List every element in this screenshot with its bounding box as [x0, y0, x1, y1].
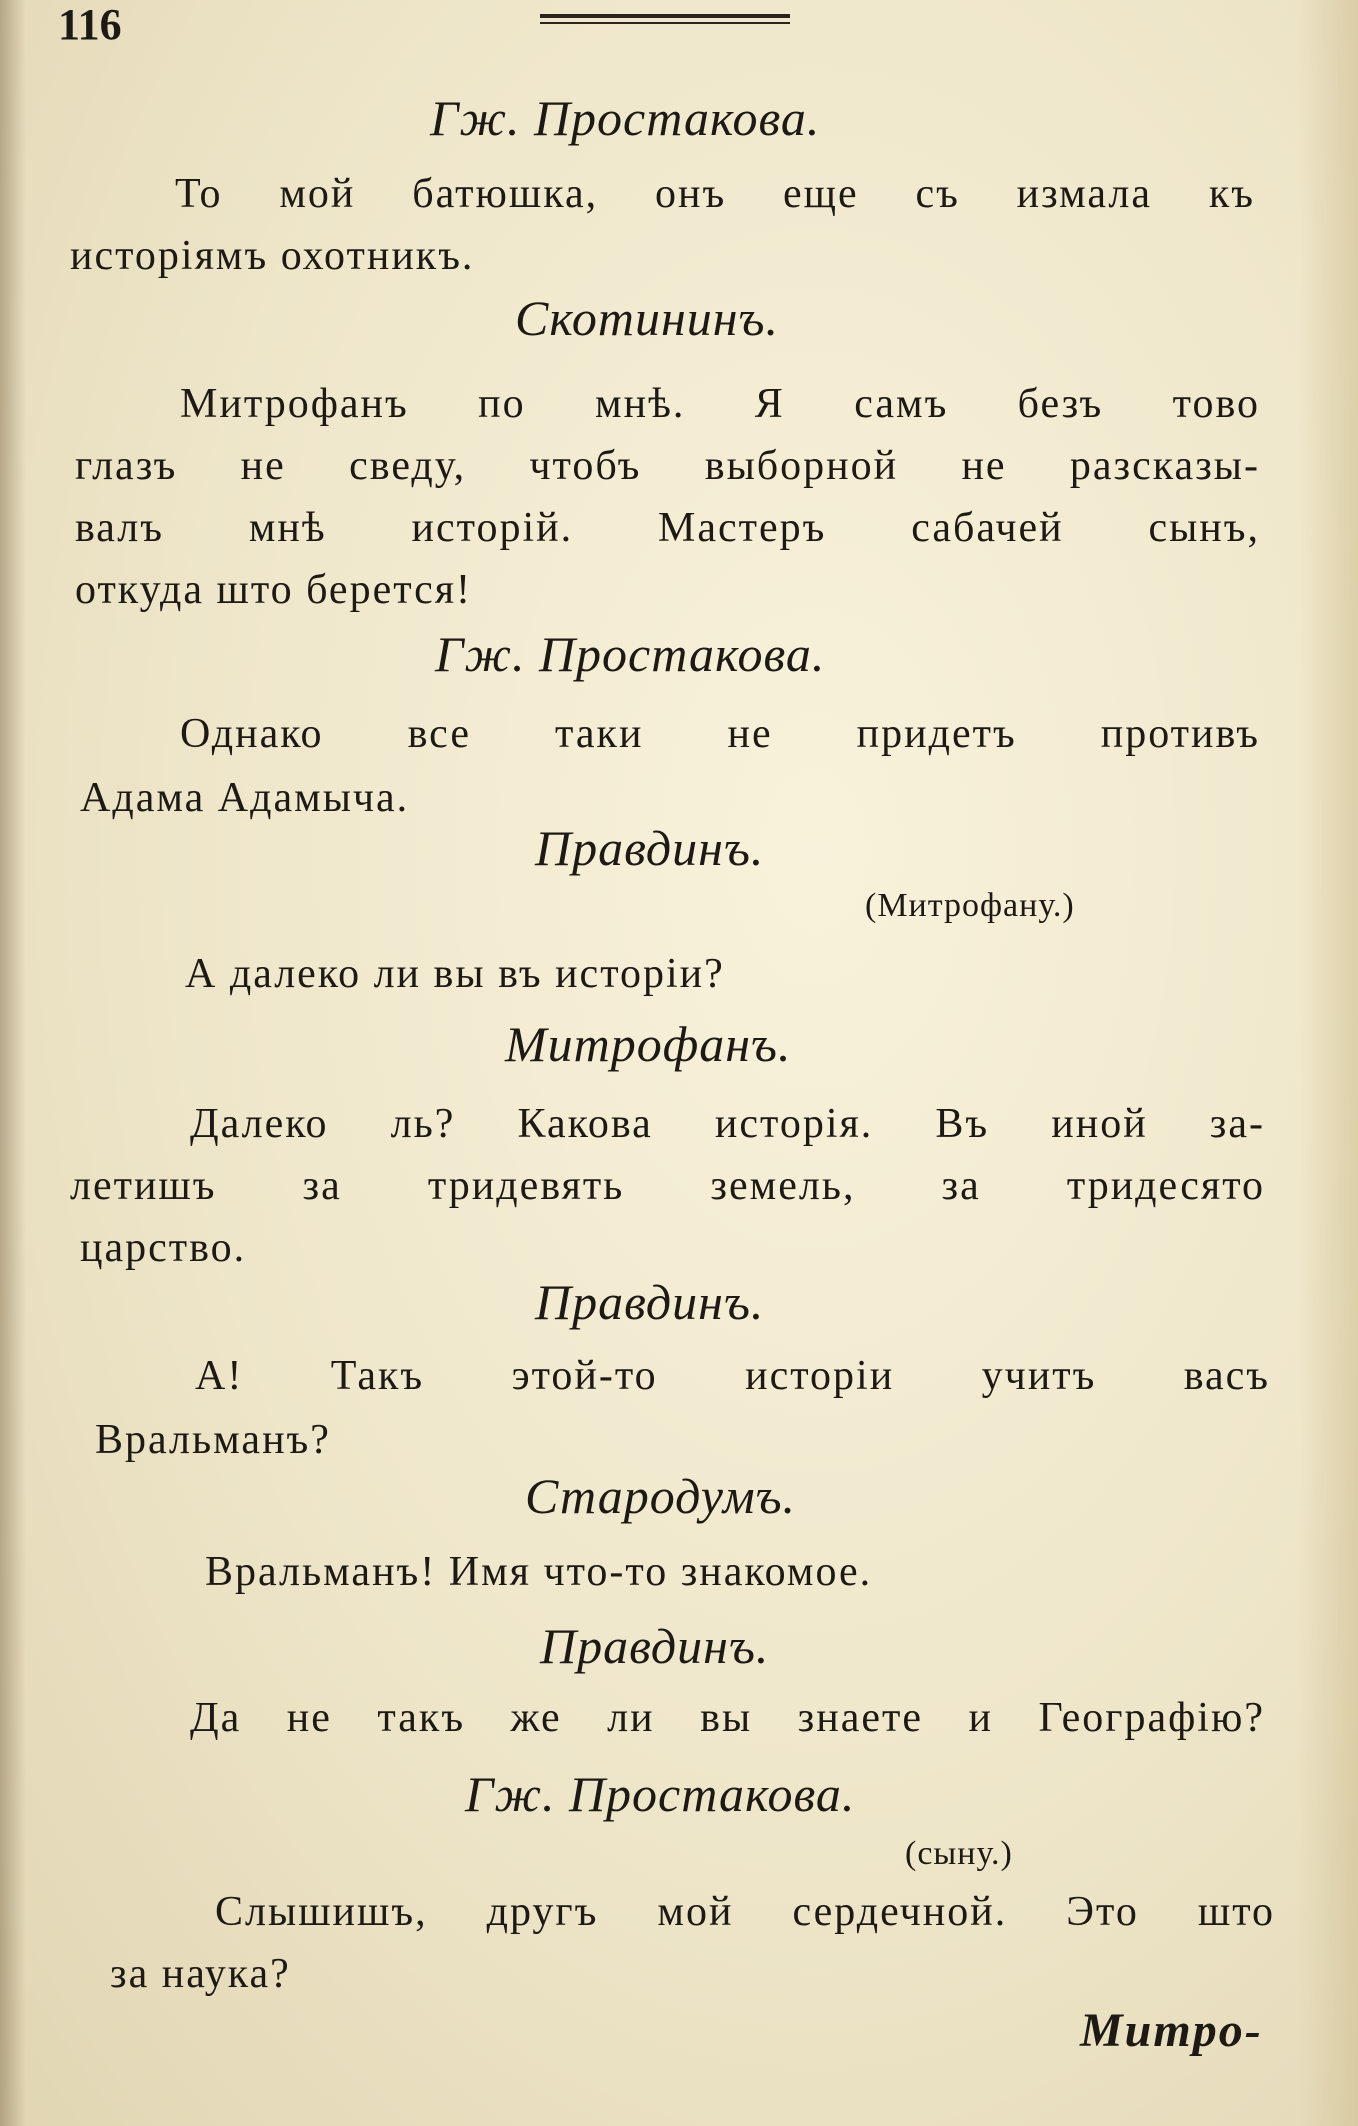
- stage-direction: (сыну.): [905, 1835, 1013, 1872]
- speaker-name: Правдинъ.: [540, 1618, 770, 1674]
- text-line: за наука?: [110, 1951, 291, 1997]
- speaker-name: Гж. Простакова.: [465, 1766, 856, 1822]
- speaker-name: Гж. Простакова.: [430, 90, 821, 146]
- text-line: Вральманъ! Имя что-то знакомое.: [205, 1549, 873, 1595]
- text-line: исторіямъ охотникъ.: [70, 233, 475, 279]
- speaker-name: Стародумъ.: [525, 1468, 797, 1524]
- text-line: глазъ не сведу, чтобъ выборной не разсказы-: [75, 443, 1260, 489]
- page-edge: [1298, 0, 1358, 2126]
- speaker-name: Скотининъ.: [515, 290, 780, 346]
- page-number: 116: [58, 0, 122, 49]
- text-line: Далеко ль? Какова исторія. Въ иной за-: [190, 1101, 1265, 1147]
- speaker-name: Правдинъ.: [535, 820, 765, 876]
- catchword: Митро-: [1080, 2004, 1263, 2057]
- speaker-name: Митрофанъ.: [505, 1016, 792, 1072]
- text-line: Адама Адамыча.: [80, 775, 410, 821]
- text-line: царство.: [80, 1225, 247, 1271]
- text-line: Слышишъ, другъ мой сердечной. Это што: [215, 1889, 1275, 1935]
- header-rule: [540, 0, 790, 18]
- text-line: Да не такъ же ли вы знаете и Географію?: [190, 1695, 1265, 1741]
- speaker-name: Гж. Простакова.: [435, 626, 826, 682]
- text-line: А! Такъ этой-то исторіи учитъ васъ: [195, 1353, 1270, 1399]
- speaker-name: Правдинъ.: [535, 1274, 765, 1330]
- text-line: То мой батюшка, онъ еще съ измала къ: [175, 171, 1255, 217]
- text-line: валъ мнѣ исторій. Мастеръ сабачей сынъ,: [75, 505, 1260, 551]
- text-line: летишъ за тридевять земель, за тридесято: [70, 1163, 1265, 1209]
- text-line: откуда што берется!: [75, 567, 473, 613]
- stage-direction: (Митрофану.): [865, 887, 1075, 924]
- text-line: Однако все таки не придетъ противъ: [180, 711, 1260, 757]
- spine-shadow: [0, 0, 26, 2126]
- text-line: Вральманъ?: [95, 1417, 331, 1463]
- text-line: Митрофанъ по мнѣ. Я самъ безъ тово: [180, 381, 1260, 427]
- text-line: А далеко ли вы въ исторіи?: [185, 951, 725, 997]
